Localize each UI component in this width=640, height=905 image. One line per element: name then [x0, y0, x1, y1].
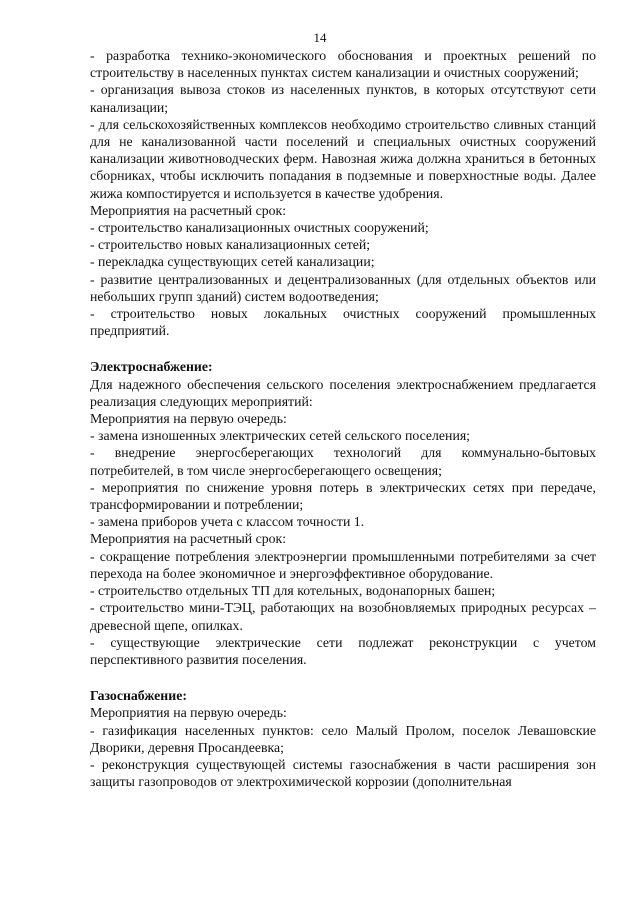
- paragraph: Мероприятия на первую очередь:: [90, 705, 287, 721]
- paragraph: - перекладка существующих сетей канализации;: [90, 254, 375, 270]
- paragraph: - разработка технико-экономического обоснования и проектных решений по строительству в населенных пунктах систем канализации и очистных сооружений;: [90, 48, 596, 81]
- paragraph: - реконструкция существующей системы газоснабжения в части расширения зон защиты газопроводов от электрохимической коррозии (дополнительная: [90, 756, 596, 790]
- paragraph: - строительство отдельных ТП для котельных, водонапорных башен;: [90, 583, 496, 599]
- paragraph: - строительство мини-ТЭЦ, работающих на возобновляемых природных ресурсах – древесной щепе, опилках.: [90, 600, 596, 633]
- paragraph: - для сельскохозяйственных комплексов необходимо строительство сливных станций для не канализованной части поселений и специальных очистных сооружений канализации животноводческих ферм. Навозная жижа должна храниться в бетонных сборниках, чтобы исключить попадания в подземные и поверхностные воды. Далее жижа компостируется и используется в качестве удобрения.: [90, 116, 596, 201]
- paragraph: - строительство канализационных очистных сооружений;: [90, 220, 429, 236]
- section-heading-electro: Электроснабжение:: [90, 359, 213, 375]
- paragraph: - замена изношенных электрических сетей сельского поселения;: [90, 428, 471, 444]
- paragraph: - существующие электрические сети подлежат реконструкции с учетом перспективного развития поселения.: [90, 634, 596, 667]
- spacer: [90, 668, 596, 687]
- paragraph: - мероприятия по снижение уровня потерь в электрических сетях при передаче, трансформировании и потреблении;: [90, 479, 596, 513]
- section-heading-gas: Газоснабжение:: [90, 688, 187, 704]
- spacer: [90, 339, 596, 358]
- paragraph: Мероприятия на расчетный срок:: [90, 531, 287, 547]
- paragraph: - газификация населенных пунктов: село Малый Пролом, поселок Левашовские Дворики, деревня Просандеевка;: [90, 722, 596, 755]
- paragraph: Для надежного обеспечения сельского поселения электроснабжением предлагается реализация следующих мероприятий:: [90, 376, 596, 409]
- paragraph: - замена приборов учета с классом точности 1.: [90, 514, 365, 530]
- page-body: [90, 47, 596, 790]
- paragraph: - организация вывоза стоков из населенных пунктов, в которых отсутствуют сети канализации;: [90, 82, 596, 115]
- paragraph: - внедрение энергосберегающих технологий для коммунально-бытовых потребителей, в том числе энергосберегающего освещения;: [90, 445, 596, 478]
- paragraph: - развитие централизованных и децентрализованных (для отдельных объектов или небольших групп зданий) систем водоотведения;: [90, 271, 596, 304]
- paragraph: Мероприятия на первую очередь:: [90, 411, 287, 427]
- paragraph: - строительство новых локальных очистных сооружений промышленных предприятий.: [90, 306, 596, 339]
- paragraph: - строительство новых канализационных сетей;: [90, 237, 371, 253]
- paragraph: Мероприятия на расчетный срок:: [90, 202, 287, 218]
- page-number: 14: [313, 30, 327, 45]
- paragraph: - сокращение потребления электроэнергии промышленными потребителями за счет перехода на более экономичное и энергоэффективное оборудование.: [90, 548, 596, 581]
